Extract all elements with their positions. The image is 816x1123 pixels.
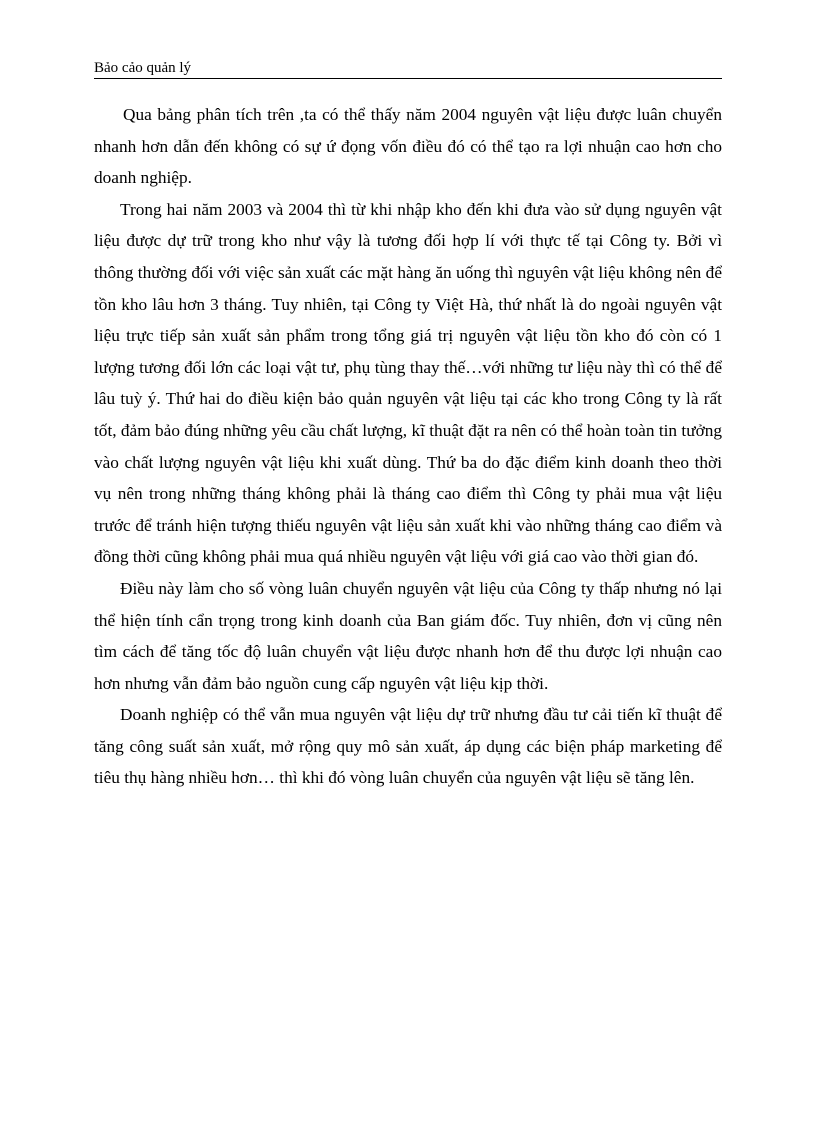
paragraph-2: Trong hai năm 2003 và 2004 thì từ khi nhập kho đến khi đưa vào sử dụng nguyên vật liệu được dự trữ trong kho như vậy là tương đối hợp lí với thực tế tại Công ty. Bởi vì thông thường đối với việc sản xuất các mặt hàng ăn uống thì nguyên vật liệu không nên để tồn kho lâu hơn 3 tháng. Tuy nhiên, tại Công ty Việt Hà, thứ nhất là do ngoài nguyên vật liệu trực tiếp sản xuất sản phẩm trong tổng giá trị nguyên vật liệu tồn kho đó còn có 1 lượng tương đối lớn các loại vật tư, phụ tùng thay thế…với những tư liệu này thì có thể để lâu tuỳ ý. Thứ hai do điều kiện bảo quản nguyên vật liệu tại các kho trong Công ty là rất tốt, đảm bảo đúng những yêu cầu chất lượng, kĩ thuật đặt ra nên có thể hoàn toàn tin tưởng vào chất lượng nguyên vật liệu khi xuất dùng. Thứ ba do đặc điểm kinh doanh theo thời vụ nên trong những tháng không phải là tháng cao điểm thì Công ty phải mua vật liệu trước để tránh hiện tượng thiếu nguyên vật liệu sản xuất khi vào những tháng cao điểm và đồng thời cũng không phải mua quá nhiều nguyên vật liệu với giá cao vào thời gian đó. [94, 199, 722, 567]
page-header [94, 58, 722, 79]
paragraph-1: Qua bảng phân tích trên ,ta có thể thấy năm 2004 nguyên vật liệu được luân chuyển nhanh hơn dẫn đến không có sự ứ đọng vốn điều đó có thể tạo ra lợi nhuận cao hơn cho doanh nghiệp. [94, 105, 722, 188]
header-title: Bảo cảo quản lý [94, 60, 192, 76]
document-body [94, 99, 722, 794]
paragraph-3: Điều này làm cho số vòng luân chuyển nguyên vật liệu của Công ty thấp nhưng nó lại thể hiện tính cẩn trọng trong kinh doanh của Ban giám đốc. Tuy nhiên, đơn vị cũng nên tìm cách để tăng tốc độ luân chuyển vật liệu được nhanh hơn để thu được lợi nhuận cao hơn nhưng vẫn đảm bảo nguồn cung cấp nguyên vật liệu kịp thời. [94, 578, 722, 693]
paragraph-4: Doanh nghiệp có thể vẫn mua nguyên vật liệu dự trữ nhưng đầu tư cải tiến kĩ thuật để tăng công suất sản xuất, mở rộng quy mô sản xuất, áp dụng các biện pháp marketing để tiêu thụ hàng nhiều hơn… thì khi đó vòng luân chuyển của nguyên vật liệu sẽ tăng lên. [94, 705, 722, 788]
